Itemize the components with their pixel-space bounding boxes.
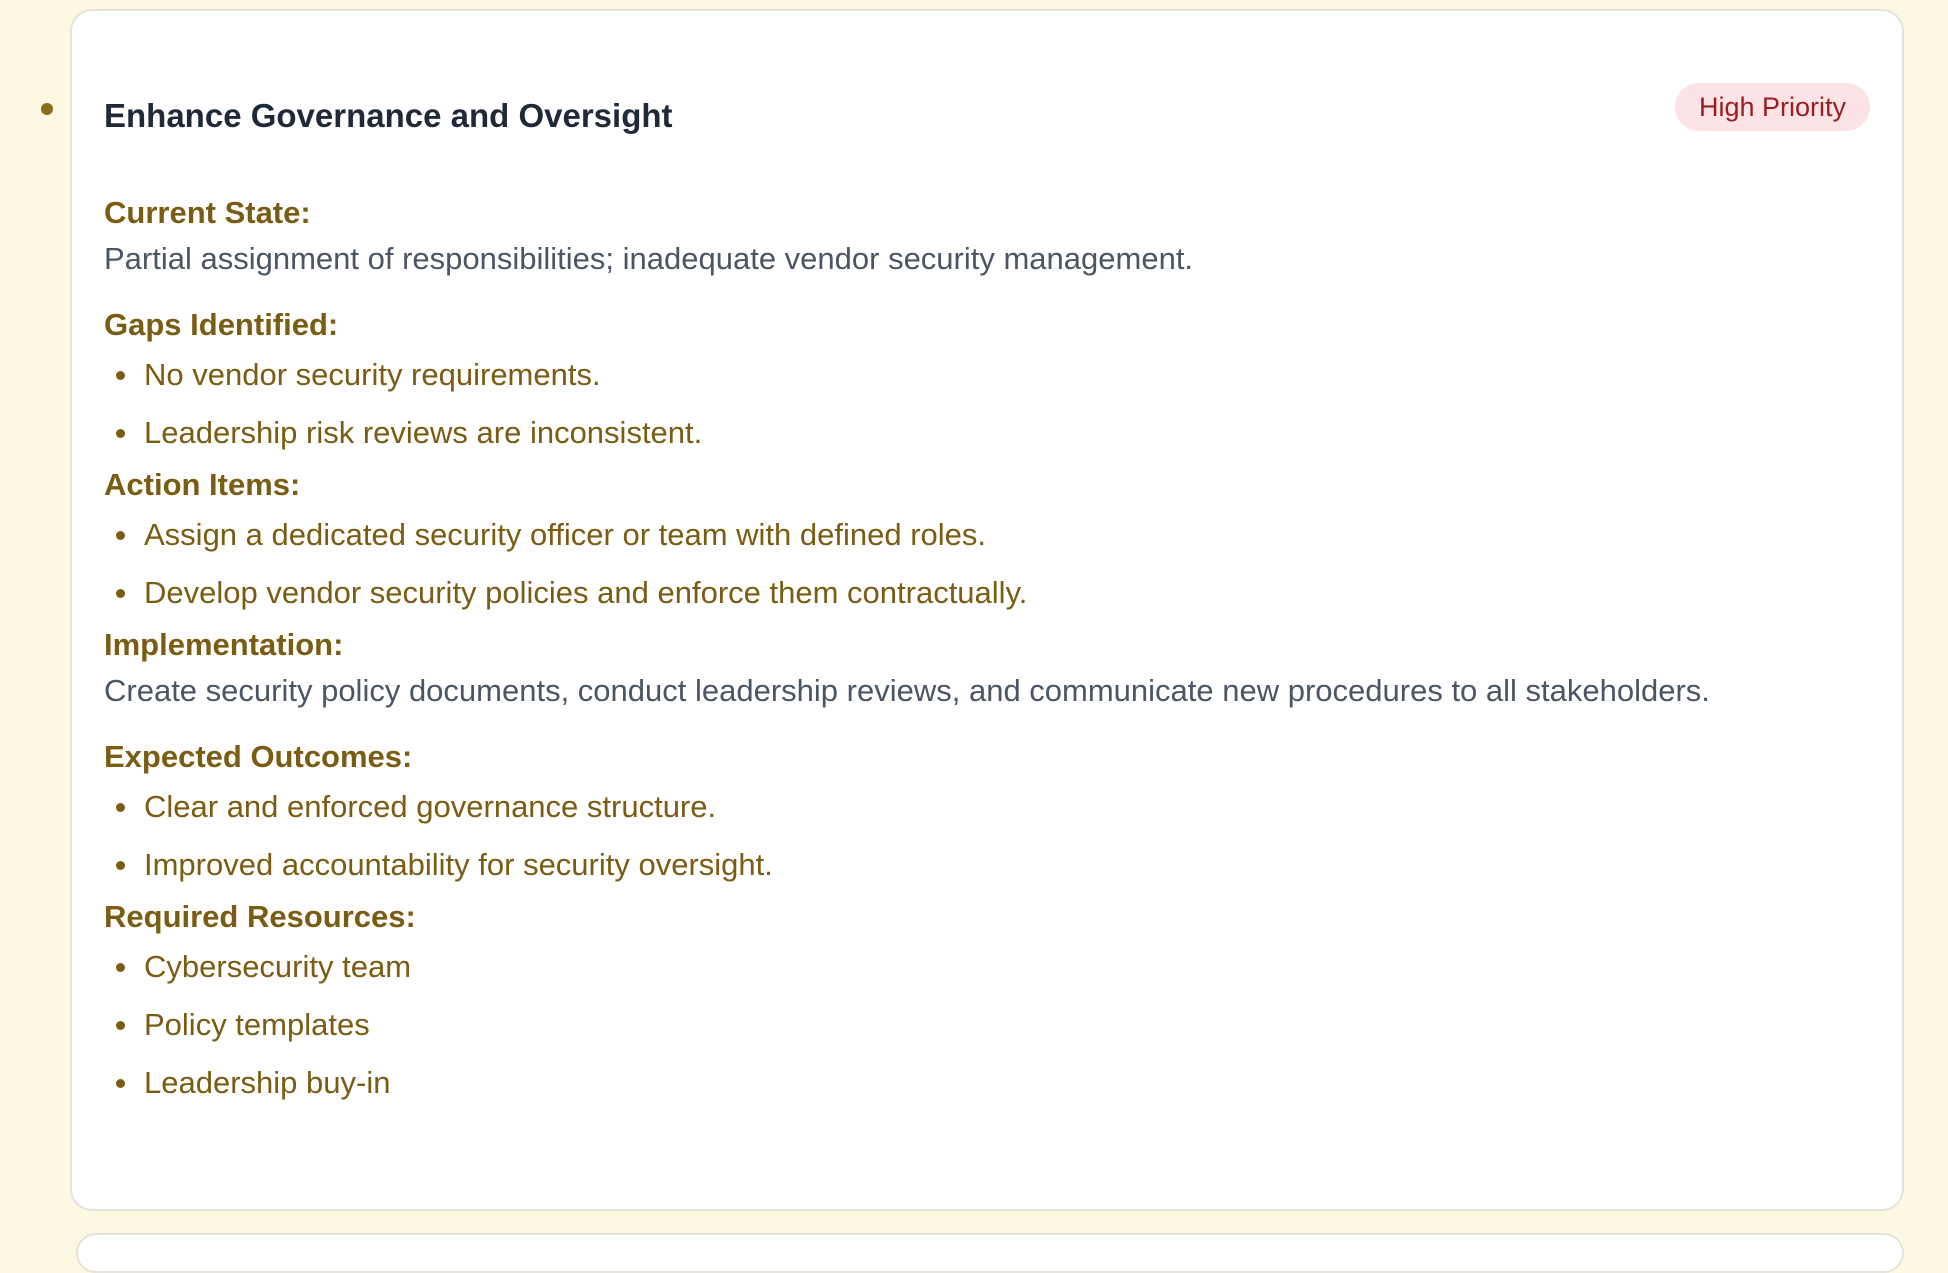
outcome-item-text: Clear and enforced governance structure. [144,789,717,824]
card-content [104,191,1870,1119]
next-card [76,1233,1904,1273]
card-title: Enhance Governance and Oversight [104,97,673,134]
recommendation-card [70,9,1904,1211]
bullet-dot [116,1079,125,1088]
action-item-text: Develop vendor security policies and enforce them contractually. [144,575,1028,610]
list-item [104,945,1870,989]
gaps-label: Gaps Identified: [104,307,339,342]
gap-item-text: No vendor security requirements. [144,357,601,392]
list-item [104,353,1870,397]
list-item [104,1003,1870,1047]
bullet-dot [116,963,125,972]
list-item [104,785,1870,829]
bullet-dot [116,531,125,540]
required-resources-list [104,945,1870,1105]
expected-outcomes-label: Expected Outcomes: [104,739,413,774]
list-item [104,843,1870,887]
resource-item-text: Cybersecurity team [144,949,412,984]
outcome-item-text: Improved accountability for security oversight. [144,847,773,882]
list-item [104,1061,1870,1105]
bullet-dot [116,371,125,380]
bullet-dot [116,861,125,870]
implementation-text: Create security policy documents, conduct leadership reviews, and communicate new procedures to all stakeholders. [104,673,1710,708]
list-item [104,571,1870,615]
gap-item-text: Leadership risk reviews are inconsistent. [144,415,703,450]
resource-item-text: Leadership buy-in [144,1065,391,1100]
list-bullet [41,103,53,115]
action-items-label: Action Items: [104,467,301,502]
action-items-list [104,513,1870,615]
bullet-dot [116,1021,125,1030]
list-item [104,513,1870,557]
bullet-dot [116,589,125,598]
required-resources-label: Required Resources: [104,899,416,934]
implementation-label: Implementation: [104,627,344,662]
action-item-text: Assign a dedicated security officer or team with defined roles. [144,517,987,552]
current-state-label: Current State: [104,195,311,230]
expected-outcomes-list [104,785,1870,887]
bullet-dot [116,429,125,438]
resource-item-text: Policy templates [144,1007,370,1042]
list-item [104,411,1870,455]
priority-badge: High Priority [1675,83,1870,131]
bullet-dot [116,803,125,812]
card-header [104,83,1870,143]
current-state-text: Partial assignment of responsibilities; inadequate vendor security management. [104,241,1194,276]
gaps-list [104,353,1870,455]
